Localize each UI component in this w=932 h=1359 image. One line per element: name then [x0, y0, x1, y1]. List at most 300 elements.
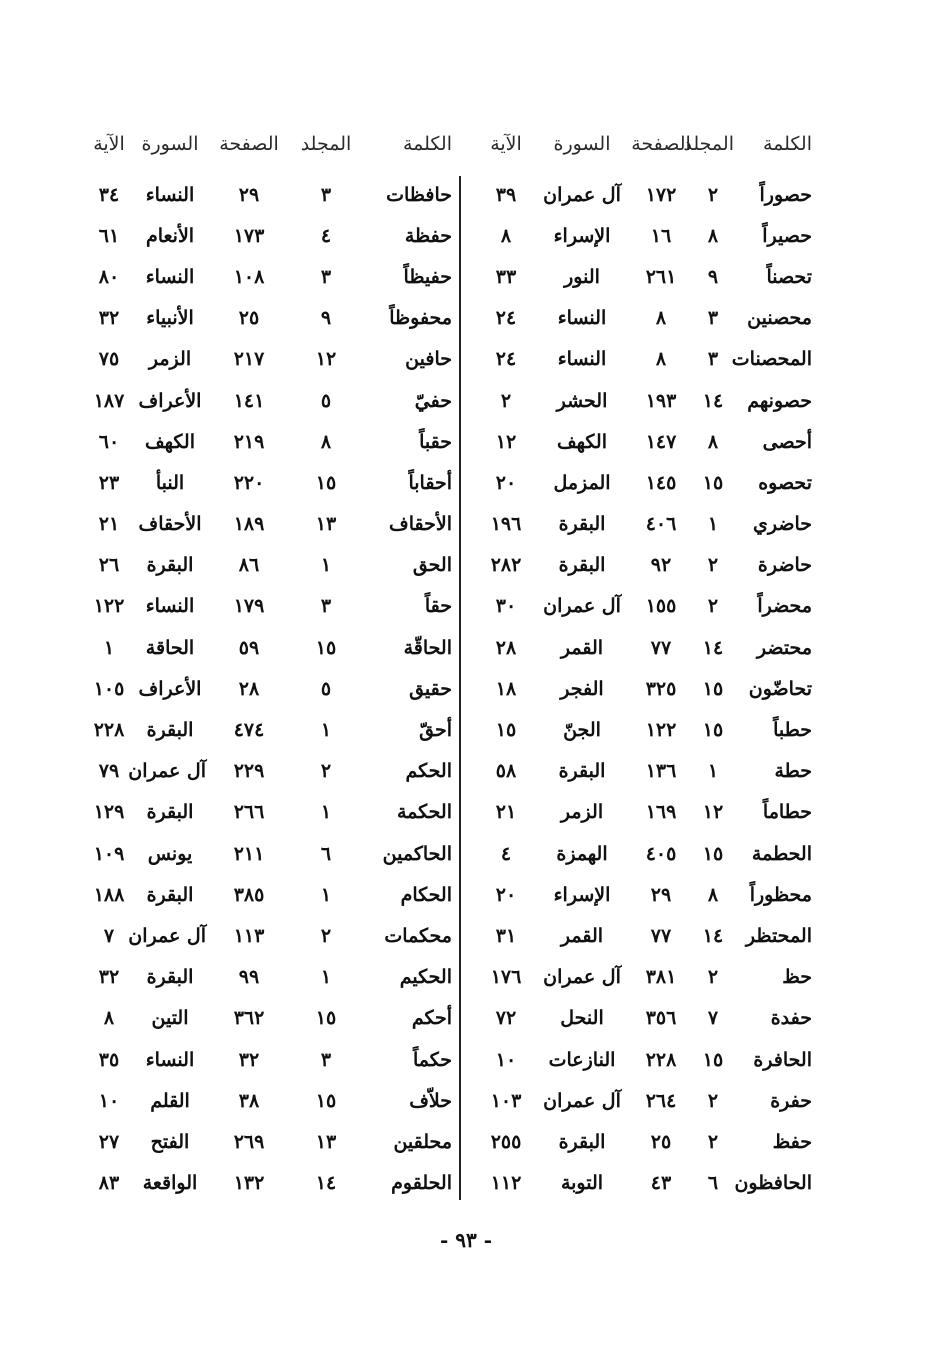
- cell-verse: ٢٨٢: [490, 554, 522, 577]
- cell-surah: البقرة: [558, 554, 606, 577]
- cell-volume: ٢: [707, 554, 719, 577]
- table-row: [460, 709, 812, 750]
- cell-page: ٩٢: [650, 554, 672, 577]
- cell-volume: ٢: [707, 183, 719, 206]
- table-row: [460, 380, 812, 421]
- cell-page: ٢١٧: [233, 348, 265, 371]
- cell-page: ٤٠٥: [645, 842, 677, 865]
- table-row: [460, 1121, 812, 1162]
- cell-word: حطة: [774, 760, 812, 783]
- cell-page: ٣٦٢: [233, 1007, 265, 1030]
- cell-page: ٢١١: [233, 842, 265, 865]
- cell-volume: ٣: [320, 595, 332, 618]
- cell-surah: آل عمران: [128, 924, 206, 947]
- cell-page: ٤٠٦: [645, 513, 677, 536]
- cell-surah: النساء: [557, 348, 607, 371]
- cell-page: ٣٢: [238, 1048, 260, 1071]
- cell-page: ٧٧: [650, 636, 672, 659]
- cell-page: ١٠٨: [233, 265, 265, 288]
- cell-surah: الأعراف: [138, 389, 202, 412]
- table-body-left: [80, 174, 452, 1204]
- cell-volume: ٣: [320, 1048, 332, 1071]
- table-header-right: [460, 126, 812, 162]
- table-row: [460, 298, 812, 339]
- cell-volume: ٦: [707, 1172, 719, 1195]
- cell-volume: ١٥: [315, 636, 337, 659]
- cell-verse: ١٨٨: [93, 883, 125, 906]
- cell-page: ٢٦١: [645, 265, 677, 288]
- cell-verse: ٦١: [98, 224, 120, 247]
- cell-page: ٣٨٥: [233, 883, 265, 906]
- cell-word: الحكمة: [397, 801, 452, 824]
- cell-word: الحطمة: [751, 842, 812, 865]
- cell-verse: ١٨٧: [93, 389, 125, 412]
- cell-verse: ٢٠: [495, 883, 517, 906]
- cell-verse: ٢: [500, 389, 512, 412]
- cell-volume: ٢: [707, 1130, 719, 1153]
- table-row: [80, 957, 452, 998]
- cell-surah: الإسراء: [553, 883, 611, 906]
- cell-verse: ٣٥: [98, 1048, 120, 1071]
- cell-verse: ٨: [500, 224, 512, 247]
- column-divider: [459, 176, 461, 1200]
- cell-verse: ٢٤: [495, 307, 517, 330]
- cell-volume: ١: [707, 760, 719, 783]
- cell-surah: النساء: [145, 595, 195, 618]
- cell-volume: ٣: [320, 183, 332, 206]
- cell-surah: البقرة: [558, 513, 606, 536]
- cell-verse: ١٢٩: [93, 801, 125, 824]
- cell-word: المحصنات: [731, 348, 812, 371]
- cell-word: حفرة: [770, 1089, 812, 1112]
- table-row: [460, 545, 812, 586]
- cell-volume: ٣: [707, 307, 719, 330]
- cell-volume: ٨: [707, 430, 719, 453]
- table-row: [80, 421, 452, 462]
- cell-verse: ١٠٥: [93, 677, 125, 700]
- cell-volume: ٢: [707, 966, 719, 989]
- cell-page: ٢٢٠: [233, 471, 265, 494]
- table-row: [460, 668, 812, 709]
- cell-word: تحصوه: [758, 471, 812, 494]
- cell-word: تحاضّون: [748, 677, 812, 700]
- cell-page: ١٤٥: [645, 471, 677, 494]
- cell-verse: ٧٢: [495, 1007, 517, 1030]
- cell-surah: النساء: [145, 265, 195, 288]
- cell-verse: ٣٢: [98, 307, 120, 330]
- cell-verse: ٢٢٨: [93, 719, 125, 742]
- cell-volume: ٣: [320, 265, 332, 288]
- cell-word: حصوراً: [759, 183, 812, 206]
- table-row: [80, 174, 452, 215]
- cell-verse: ٢١: [98, 513, 120, 536]
- table-row: [460, 874, 812, 915]
- table-row: [80, 215, 452, 256]
- table-row: [80, 380, 452, 421]
- cell-page: ٥٩: [238, 636, 260, 659]
- cell-word: حافظات: [386, 183, 452, 206]
- cell-surah: القلم: [150, 1089, 190, 1112]
- cell-surah: الهمزة: [556, 842, 608, 865]
- cell-verse: ١٢٢: [93, 595, 125, 618]
- cell-surah: الجنّ: [563, 719, 601, 742]
- cell-surah: البقرة: [146, 719, 194, 742]
- cell-word: حصيراً: [762, 224, 812, 247]
- cell-volume: ٤: [320, 224, 332, 247]
- cell-page: ٢٩: [650, 883, 672, 906]
- cell-page: ٨٦: [238, 554, 260, 577]
- cell-volume: ١: [320, 966, 332, 989]
- cell-page: ١١٣: [233, 924, 265, 947]
- cell-verse: ٣٢: [98, 966, 120, 989]
- cell-volume: ١: [320, 801, 332, 824]
- cell-word: تحصناً: [766, 265, 812, 288]
- cell-surah: النور: [564, 265, 600, 288]
- cell-volume: ١٥: [315, 1007, 337, 1030]
- cell-page: ١٤٧: [645, 430, 677, 453]
- table-row: [80, 833, 452, 874]
- cell-word: الحاقّة: [403, 636, 452, 659]
- cell-surah: يونس: [147, 842, 193, 865]
- table-row: [460, 915, 812, 956]
- cell-surah: البقرة: [146, 801, 194, 824]
- table-row: [80, 915, 452, 956]
- cell-verse: ٢٤: [495, 348, 517, 371]
- cell-surah: الحشر: [556, 389, 608, 412]
- cell-word: حقيق: [409, 677, 452, 700]
- table-row: [460, 504, 812, 545]
- cell-word: حطاماً: [762, 801, 812, 824]
- page-number: - ٩٣ -: [439, 1228, 492, 1252]
- cell-volume: ١٥: [702, 842, 724, 865]
- cell-surah: آل عمران: [543, 183, 621, 206]
- cell-page: ٢٦٦: [233, 801, 265, 824]
- cell-word: الحافرة: [753, 1048, 812, 1071]
- cell-word: الحكام: [400, 883, 452, 906]
- cell-volume: ٧: [707, 1007, 719, 1030]
- cell-surah: التين: [151, 1007, 189, 1030]
- cell-verse: ٢١: [495, 801, 517, 824]
- table-row: [460, 751, 812, 792]
- table-row: [80, 1039, 452, 1080]
- cell-word: حكماً: [412, 1048, 452, 1071]
- table-row: [460, 339, 812, 380]
- table-row: [80, 586, 452, 627]
- table-row: [460, 421, 812, 462]
- cell-word: حقباً: [419, 430, 452, 453]
- cell-surah: الكهف: [557, 430, 607, 453]
- cell-surah: البقرة: [558, 1130, 606, 1153]
- header-page: الصفحة: [631, 133, 691, 155]
- cell-surah: الأنعام: [145, 224, 195, 247]
- cell-page: ١٥٥: [645, 595, 677, 618]
- cell-word: الحاكمين: [382, 842, 452, 865]
- cell-volume: ١٤: [702, 636, 724, 659]
- cell-page: ٢٢٩: [233, 760, 265, 783]
- cell-volume: ١٤: [702, 389, 724, 412]
- table-row: [80, 1080, 452, 1121]
- cell-page: ٢٨: [238, 677, 260, 700]
- cell-word: حطباً: [773, 719, 812, 742]
- cell-verse: ٣٣: [495, 265, 517, 288]
- cell-volume: ٥: [320, 389, 332, 412]
- cell-surah: الزمر: [148, 348, 192, 371]
- cell-surah: البقرة: [146, 966, 194, 989]
- cell-surah: الواقعة: [142, 1172, 198, 1195]
- cell-verse: ٢٣: [98, 471, 120, 494]
- cell-word: حفظة: [404, 224, 452, 247]
- cell-page: ٢٦٤: [645, 1089, 677, 1112]
- cell-page: ١٣٢: [233, 1172, 265, 1195]
- cell-verse: ١٩٦: [490, 513, 522, 536]
- cell-volume: ٩: [707, 265, 719, 288]
- cell-volume: ١: [707, 513, 719, 536]
- table-header-left: [80, 126, 452, 162]
- cell-verse: ٣٤: [98, 183, 120, 206]
- cell-volume: ١٤: [702, 924, 724, 947]
- table-row: [80, 709, 452, 750]
- cell-word: الحق: [412, 554, 452, 577]
- cell-verse: ١٥: [495, 719, 517, 742]
- cell-page: ١٨٩: [233, 513, 265, 536]
- cell-volume: ٨: [707, 883, 719, 906]
- cell-word: حاضري: [752, 513, 812, 536]
- cell-word: حلاّف: [409, 1089, 452, 1112]
- cell-surah: آل عمران: [543, 966, 621, 989]
- cell-word: حفيظاً: [403, 265, 452, 288]
- cell-page: ١٤١: [233, 389, 265, 412]
- cell-surah: الكهف: [145, 430, 195, 453]
- table-row: [460, 1080, 812, 1121]
- cell-word: محفوظاً: [389, 307, 452, 330]
- cell-verse: ٣١: [495, 924, 517, 947]
- cell-verse: ١٠: [98, 1089, 120, 1112]
- cell-surah: الفتح: [150, 1130, 190, 1153]
- cell-word: أحصى: [762, 430, 812, 453]
- table-row: [80, 1121, 452, 1162]
- cell-surah: الأعراف: [138, 677, 202, 700]
- cell-verse: ١٠: [495, 1048, 517, 1071]
- table-row: [80, 298, 452, 339]
- cell-volume: ١٤: [315, 1172, 337, 1195]
- cell-page: ٣٥٦: [645, 1007, 677, 1030]
- cell-verse: ٣٠: [495, 595, 517, 618]
- header-surah: السورة: [553, 133, 611, 155]
- header-surah: السورة: [141, 133, 199, 155]
- table-row: [80, 874, 452, 915]
- table-row: [80, 751, 452, 792]
- table-row: [80, 256, 452, 297]
- cell-volume: ١٢: [702, 801, 724, 824]
- cell-verse: ٨: [103, 1007, 115, 1030]
- cell-page: ٢٩: [238, 183, 260, 206]
- cell-surah: الأحقاف: [138, 513, 202, 536]
- table-row: [460, 256, 812, 297]
- cell-page: ٨: [655, 348, 667, 371]
- cell-word: الحافظون: [734, 1172, 812, 1195]
- cell-word: محصنين: [747, 307, 812, 330]
- cell-surah: البقرة: [558, 760, 606, 783]
- cell-volume: ١: [320, 554, 332, 577]
- cell-volume: ١٥: [702, 471, 724, 494]
- cell-surah: النساء: [557, 307, 607, 330]
- cell-word: محلقين: [393, 1130, 452, 1153]
- cell-page: ١٦٩: [645, 801, 677, 824]
- header-word: الكلمة: [762, 133, 812, 155]
- table-row: [460, 215, 812, 256]
- cell-volume: ٥: [320, 677, 332, 700]
- cell-verse: ١١٢: [490, 1172, 522, 1195]
- cell-page: ١٦: [650, 224, 672, 247]
- table-row: [80, 504, 452, 545]
- cell-word: الأحقاف: [389, 513, 452, 536]
- cell-word: الحلقوم: [391, 1172, 452, 1195]
- cell-verse: ٢٠: [495, 471, 517, 494]
- cell-verse: ٧٥: [98, 348, 120, 371]
- cell-verse: ١٨: [495, 677, 517, 700]
- table-row: [460, 792, 812, 833]
- cell-page: ١٧٢: [645, 183, 677, 206]
- cell-volume: ١٥: [702, 1048, 724, 1071]
- cell-volume: ٢: [707, 1089, 719, 1112]
- cell-page: ٢٥: [238, 307, 260, 330]
- cell-surah: القمر: [560, 924, 604, 947]
- cell-surah: القمر: [560, 636, 604, 659]
- cell-page: ٤٣: [650, 1172, 672, 1195]
- table-row: [460, 1163, 812, 1204]
- table-row: [80, 545, 452, 586]
- cell-surah: النبأ: [155, 471, 185, 494]
- cell-verse: ١٢: [495, 430, 517, 453]
- cell-word: حقاً: [424, 595, 452, 618]
- header-verse: الآية: [490, 133, 522, 155]
- cell-word: محتضر: [756, 636, 812, 659]
- table-row: [80, 668, 452, 709]
- cell-word: محضراً: [757, 595, 812, 618]
- cell-verse: ٨٠: [98, 265, 120, 288]
- table-row: [460, 174, 812, 215]
- cell-surah: الحاقة: [145, 636, 195, 659]
- cell-surah: الفجر: [560, 677, 604, 700]
- cell-word: المحتظر: [745, 924, 812, 947]
- cell-volume: ٣: [707, 348, 719, 371]
- cell-volume: ١٥: [702, 677, 724, 700]
- cell-volume: ٨: [707, 224, 719, 247]
- cell-surah: المزمل: [553, 471, 611, 494]
- index-table-right: [460, 126, 812, 1204]
- cell-surah: الإسراء: [553, 224, 611, 247]
- cell-volume: ١٥: [702, 719, 724, 742]
- header-verse: الآية: [93, 133, 125, 155]
- table-row: [80, 462, 452, 503]
- cell-word: محكمات: [384, 924, 452, 947]
- cell-verse: ٥٨: [495, 760, 517, 783]
- cell-verse: ٧٩: [98, 760, 120, 783]
- table-row: [80, 1163, 452, 1204]
- cell-verse: ٨٣: [98, 1172, 120, 1195]
- cell-page: ٨: [655, 307, 667, 330]
- cell-verse: ٢٨: [495, 636, 517, 659]
- table-row: [80, 792, 452, 833]
- table-row: [80, 627, 452, 668]
- header-volume: المجلد: [683, 133, 734, 155]
- cell-verse: ٦٠: [98, 430, 120, 453]
- cell-surah: التوبة: [560, 1172, 604, 1195]
- table-body-right: [460, 174, 812, 1204]
- cell-word: أحقاباً: [408, 471, 452, 494]
- header-word: الكلمة: [402, 133, 452, 155]
- table-row: [460, 1039, 812, 1080]
- cell-surah: آل عمران: [128, 760, 206, 783]
- cell-verse: ٤: [500, 842, 512, 865]
- cell-verse: ١٧٦: [490, 966, 522, 989]
- index-table-left: [80, 126, 452, 1204]
- table-row: [460, 957, 812, 998]
- cell-verse: ٣٩: [495, 183, 517, 206]
- table-row: [460, 586, 812, 627]
- cell-volume: ٢: [320, 924, 332, 947]
- cell-word: حاضرة: [757, 554, 812, 577]
- cell-page: ٩٩: [238, 966, 260, 989]
- cell-page: ٢٦٩: [233, 1130, 265, 1153]
- cell-word: حفظ: [772, 1130, 812, 1153]
- cell-surah: البقرة: [146, 883, 194, 906]
- cell-volume: ١: [320, 883, 332, 906]
- cell-volume: ١٥: [315, 471, 337, 494]
- cell-verse: ٧: [103, 924, 115, 947]
- cell-surah: آل عمران: [543, 1089, 621, 1112]
- cell-page: ٢٥: [650, 1130, 672, 1153]
- table-row: [460, 627, 812, 668]
- cell-word: حفدة: [770, 1007, 812, 1030]
- cell-volume: ١: [320, 719, 332, 742]
- cell-page: ٣٨: [238, 1089, 260, 1112]
- cell-page: ٧٧: [650, 924, 672, 947]
- cell-page: ١٩٣: [645, 389, 677, 412]
- cell-word: الحكيم: [399, 966, 452, 989]
- cell-word: الحكم: [405, 760, 452, 783]
- cell-volume: ٢: [707, 595, 719, 618]
- cell-page: ٣٨١: [645, 966, 677, 989]
- cell-word: حظ: [782, 966, 812, 989]
- cell-surah: الأنبياء: [146, 307, 194, 330]
- table-row: [460, 833, 812, 874]
- cell-page: ٣٢٥: [645, 677, 677, 700]
- cell-page: ١٣٦: [645, 760, 677, 783]
- table-row: [460, 462, 812, 503]
- table-row: [460, 998, 812, 1039]
- cell-surah: النحل: [560, 1007, 604, 1030]
- cell-volume: ٦: [320, 842, 332, 865]
- cell-word: حفيّ: [414, 389, 452, 412]
- cell-page: ١٧٩: [233, 595, 265, 618]
- cell-surah: النازعات: [548, 1048, 616, 1071]
- cell-page: ١٧٣: [233, 224, 265, 247]
- cell-verse: ٢٧: [98, 1130, 120, 1153]
- cell-page: ٤٧٤: [233, 719, 265, 742]
- cell-volume: ١٣: [315, 513, 337, 536]
- cell-verse: ١٠٩: [93, 842, 125, 865]
- cell-page: ٢٢٨: [645, 1048, 677, 1071]
- cell-volume: ٩: [320, 307, 332, 330]
- table-row: [80, 998, 452, 1039]
- cell-verse: ١٠٣: [490, 1089, 522, 1112]
- cell-word: أحكم: [411, 1007, 452, 1030]
- cell-word: حافين: [405, 348, 452, 371]
- header-page: الصفحة: [219, 133, 279, 155]
- cell-volume: ١٣: [315, 1130, 337, 1153]
- header-volume: المجلد: [300, 133, 352, 155]
